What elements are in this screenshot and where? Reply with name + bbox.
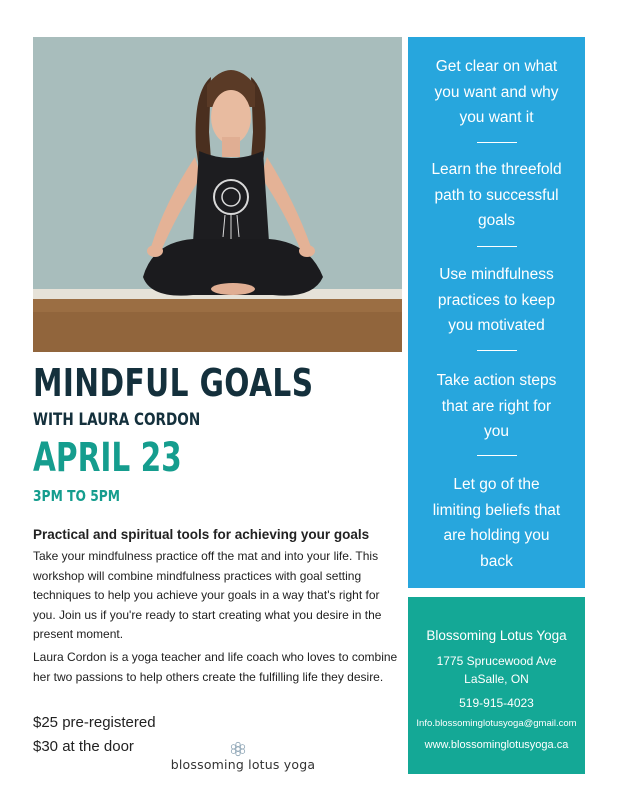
benefit-line: you [484,423,509,440]
event-tagline: Practical and spiritual tools for achieving your goals [33,527,370,542]
benefit-item [408,368,585,445]
event-time: 3PM TO 5PM [33,487,121,505]
website-link: www.blossominglotusyoga.ca [424,739,569,751]
benefit-line: Get clear on what [435,58,558,75]
benefit-line: practices to keep [437,291,556,309]
price-pre-registered: $25 pre-registered [33,714,156,731]
brand-logo [163,740,323,778]
benefits-panel [408,37,585,588]
logo-text: blossoming lotus yoga [170,757,316,772]
benefit-divider [477,142,517,143]
event-subtitle: WITH LAURA CORDON [33,410,201,430]
benefit-line: path to successful [434,186,559,204]
benefit-divider [477,455,517,456]
benefit-divider [477,246,517,247]
lotus-icon [226,740,250,758]
benefit-line: you motivated [448,317,545,334]
address-line-2: LaSalle, ON [464,672,529,686]
benefit-item [408,157,585,234]
price-at-door: $30 at the door [33,738,134,755]
meditation-photo [33,37,402,352]
event-date: APRIL 23 [33,435,182,481]
email-address: Info.blossominglotusyoga@gmail.com [416,718,577,729]
benefit-line: Take action steps [436,372,557,389]
hero-photo [33,37,402,352]
event-title: MINDFUL GOALS [33,361,314,405]
phone-number: 519-915-4023 [459,696,534,710]
benefit-line: Let go of the [453,476,540,493]
contact-panel [408,597,585,774]
description-paragraph-2: Laura Cordon is a yoga teacher and life coach who loves to combine her two passions to help others create the fulfilling life they desire. [33,650,398,684]
address-line-1: 1775 Sprucewood Ave [436,654,557,668]
benefit-item [408,262,585,339]
benefit-line: back [480,552,513,570]
description-paragraph-1: Take your mindfulness practice off the mat and into your life. This workshop will combine mindfulness practices with goal setting techniques to help you achieve your goals in a way that's right for you. Join us if you're ready to start creating what you desire in the present moment. [33,549,382,641]
benefit-line: you want it [459,109,534,126]
benefit-line: goals [477,212,516,229]
benefit-line: are holding you [443,527,550,544]
studio-name: Blossoming Lotus Yoga [426,628,567,643]
benefit-item [408,54,585,131]
benefit-line: that are right for [441,397,552,415]
benefit-line: Learn the threefold [431,161,562,178]
benefit-line: you want and why [434,83,559,101]
benefit-line: Use mindfulness [439,266,554,283]
benefit-line: limiting beliefs that [432,501,561,519]
benefit-divider [477,350,517,351]
benefit-item [408,472,585,574]
